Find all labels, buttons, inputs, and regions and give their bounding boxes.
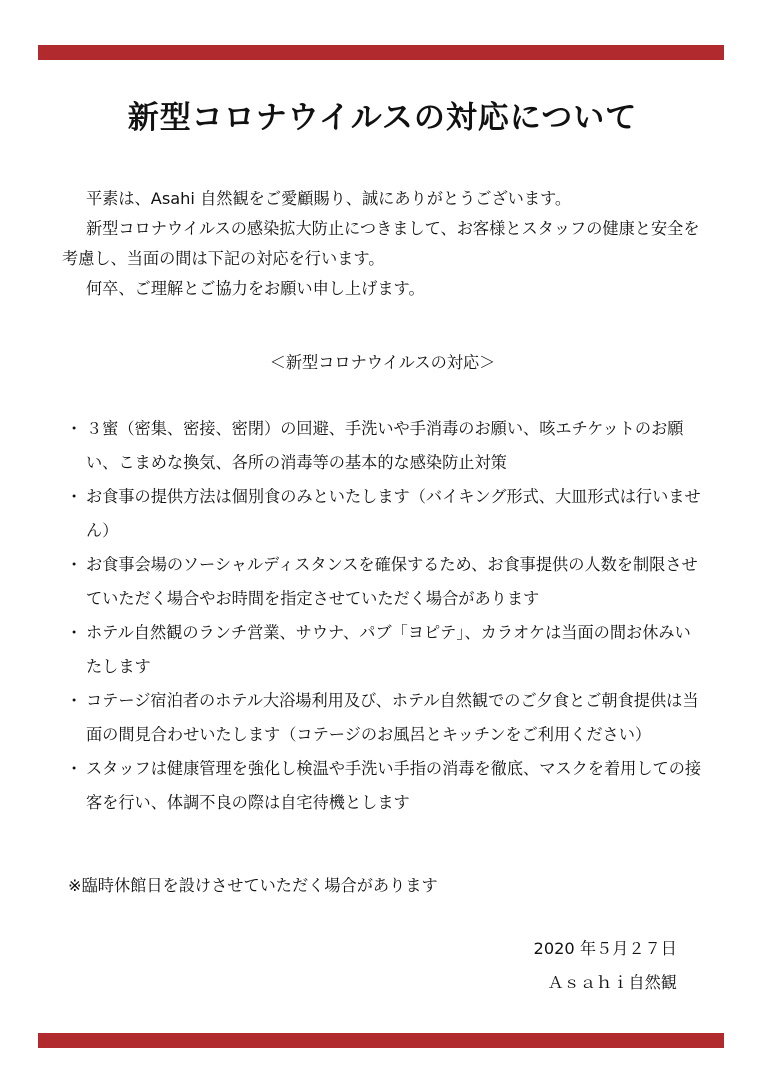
closure-note: ※臨時休館日を設けさせていただく場合があります (68, 876, 438, 895)
bottom-accent-bar (38, 1033, 724, 1048)
issue-date: 2020 年５月２７日 (533, 939, 677, 958)
organization-name: Ａｓａｈｉ自然観 (547, 973, 677, 992)
bullet-marker: ・ (66, 759, 83, 778)
section-heading: ＜新型コロナウイルスの対応＞ (269, 353, 496, 372)
page-title: 新型コロナウイルスの対応について (127, 100, 638, 136)
list-item-text: コテージ宿泊者のホテル大浴場利用及び、ホテル自然観でのご夕食とご朝食提供は当面の間見合わせいたします（コテージのお風呂とキッチンをご利用ください） (86, 691, 699, 744)
list-item (66, 412, 702, 480)
list-item (66, 616, 702, 684)
bullet-marker: ・ (66, 419, 83, 438)
intro-text (62, 184, 702, 304)
intro-paragraph: 平素は、Asahi 自然観をご愛顧賜り、誠にありがとうございます。 (86, 189, 572, 208)
bullet-marker: ・ (66, 487, 83, 506)
bullet-marker: ・ (66, 691, 83, 710)
list-item (66, 684, 702, 752)
list-item (66, 548, 702, 616)
intro-paragraph: 何卒、ご理解とご協力をお願い申し上げます。 (86, 279, 425, 298)
top-accent-bar (38, 45, 724, 60)
list-item (66, 752, 702, 820)
list-item (66, 480, 702, 548)
list-item-text: ３蜜（密集、密接、密閉）の回避、手洗いや手消毒のお願い、咳エチケットのお願い、こまめな換気、各所の消毒等の基本的な感染防止対策 (86, 419, 684, 472)
list-item-text: お食事会場のソーシャルディスタンスを確保するため、お食事提供の人数を制限させていただく場合やお時間を指定させていただく場合があります (86, 555, 698, 608)
list-item-text: スタッフは健康管理を強化し検温や手洗い手指の消毒を徹底、マスクを着用しての接客を行い、体調不良の際は自宅待機とします (86, 759, 702, 812)
bullet-marker: ・ (66, 623, 83, 642)
measures-list (66, 412, 702, 820)
intro-paragraph: 新型コロナウイルスの感染拡大防止につきまして、お客様とスタッフの健康と安全を考慮し、当面の間は下記の対応を行います。 (62, 219, 700, 268)
list-item-text: ホテル自然観のランチ営業、サウナ、パブ「ヨピテ」、カラオケは当面の間お休みいたします (86, 623, 691, 676)
list-item-text: お食事の提供方法は個別食のみといたします（バイキング形式、大皿形式は行いません） (86, 487, 701, 540)
bullet-marker: ・ (66, 555, 83, 574)
